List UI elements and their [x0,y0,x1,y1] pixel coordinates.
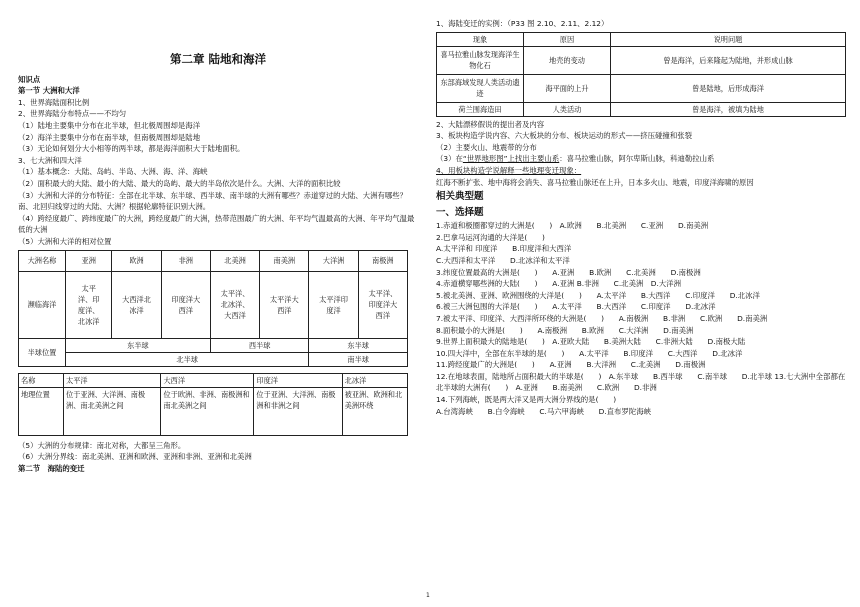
question-line: A.台湾海峡 B.白令海峡 C.马六甲海峡 D.直布罗陀海峡 [436,406,652,416]
question-line: 4.赤道横穿哪些洲的大陆( ) A.亚洲 B.非洲 C.北美洲 D.大洋洲 [436,279,681,289]
text-span: ：喜马拉雅山脉，阿尔卑斯山脉，科迪勒拉山系 [559,154,715,164]
land-sea-change-table [436,32,846,117]
table-header-cell: 说明问题 [611,32,846,46]
table-cell: 曾是海洋，后来隆起为陆地，并形成山脉 [611,46,846,74]
question-line: 5.被北美洲、亚洲、欧洲围绕的大洋是( ) A.太平洋 B.大西洋 C.印度洋 D.北冰洋 [436,290,760,300]
table-header-cell: 大西洋 [161,373,254,387]
text-line: （3）无论如何划分大小相等的两半球，都是海洋面积大于陆地面积。 [18,144,245,154]
page-number: 1 [426,592,430,599]
table-header-cell: 非洲 [161,250,210,271]
text-line: （5）大洲和大洋的相对位置 [18,236,112,246]
table-cell: 被亚洲、欧洲和北美洲环绕 [342,387,407,435]
continents-table [18,250,408,367]
table-row-label: 地理位置 [19,387,64,435]
section-heading: 相关典型题 [436,191,484,203]
table-cell: 东部海域发现人类活动遗迹 [437,74,524,102]
text-line [436,153,848,165]
table-cell: 喜马拉雅山脉发现海洋生物化石 [437,46,524,74]
table-cell: 太平洋、印度洋大西洋 [358,271,407,338]
text-span: （3）在 [436,154,463,164]
table-cell: 大西洋北冰洋 [112,271,161,338]
question-line: A.太平洋和 印度洋 B.印度洋和大西洋 [436,244,572,254]
question-line: 12.在地球表面，陆地所占面积最大的半球是( ) A.东半球 B.西半球 C.南半球 D.北半球 13.七大洲中全部都在北半球的大洲有( ) A.亚洲 B.南美洲 C.欧洲 D.非洲 [436,371,846,393]
table-header-cell: 印度洋 [254,373,342,387]
table-header-cell: 欧洲 [112,250,161,271]
table-cell: 海平面的上升 [524,74,611,102]
table-cell: 南半球 [309,352,408,366]
table-cell: 太平洋印度洋 [309,271,358,338]
table-cell: 东半球 [66,338,211,352]
question-line: C.大西洋和太平洋 D.北冰洋和太平洋 [436,255,570,265]
question-line: 14.下列海峡，既是两大洋又是两大洲分界线的是( ) [436,395,617,405]
table-header-cell: 太平洋 [64,373,161,387]
text-line: （2）主要火山、地震带的分布 [436,142,537,152]
question-line: 2.巴拿马运河沟通的大洋是( ) [436,232,545,242]
table-header-cell: 名称 [19,373,64,387]
table-header-cell: 大洋洲 [309,250,358,271]
table-cell: 太平洋、印度洋、北冰洋 [66,271,112,338]
table-cell: 曾是海洋，被填为陆地 [611,102,846,116]
text-span-underlined: “世界地形图”上找出主要山系 [462,154,560,164]
table-cell: 地壳的变动 [524,46,611,74]
question-line: 8.面积最小的大洲是( ) A.南极洲 B.欧洲 C.大洋洲 D.南美洲 [436,325,694,335]
table-cell: 北半球 [66,352,309,366]
text-line: （6）大洲分界线：南北美洲、亚洲和欧洲、亚洲和非洲、亚洲和北美洲 [18,452,252,462]
table-cell: 荷兰围海造田 [437,102,524,116]
table-cell: 位于欧洲、非洲、南极洲和南北美洲之间 [161,387,254,435]
question-line: 3.纬度位置最高的大洲是( ) A.亚洲 B.欧洲 C.北美洲 D.南极洲 [436,267,701,277]
right-column [436,0,848,417]
text-paragraph: （3）大洲和大洋的分布特征：全部在北半球、东半球、西半球、南半球的大洲有哪些？赤道穿过的大陆、大洲有哪些？南、北回归线穿过的大陆、大洲？根据轮廓特征识别大洲。 [18,190,408,212]
table-row-label: 濒临海洋 [19,271,66,338]
question-line: 10.四大洋中，全部在东半球的是( ) A.太平洋 B.印度洋 C.大西洋 D.北冰洋 [436,348,743,358]
text-line: 2、世界海陆分布特点——不均匀 [18,109,127,119]
text-line: 红海不断扩张、地中海将会消失、喜马拉雅山脉还在上升，日本多火山、地震，印度洋海啸的原因 [436,177,754,187]
question-line: 7.被太平洋、印度洋、大西洋所环绕的大洲是( ) A.南极洲 B.非洲 C.欧洲 D.南美洲 [436,313,768,323]
text-paragraph: （4）跨经度最广、跨纬度最广的大洲，跨经度最广的大洲，热带范围最广的大洲、年平均气温最高的大洲、年平均气温最低的大洲 [18,213,415,235]
table-header-cell: 原因 [524,32,611,46]
section-heading: 一、选择题 [436,207,484,219]
section-heading-1: 第一节 大洲和大洋 [18,86,80,96]
table-header-cell: 北冰洋 [342,373,407,387]
text-line: （2）海洋主要集中分布在南半球，但南极周围却是陆地 [18,132,201,142]
table-header-cell: 北美洲 [210,250,259,271]
table-cell: 西半球 [210,338,309,352]
text-paragraph: （2）面积最大的大陆、最小的大陆、最大的岛屿、最大的半岛依次是什么。大洲、大洋的面积比较 [18,178,341,188]
table-header-cell: 南美洲 [260,250,309,271]
question-line: 11.跨经度最广的大洲是( ) A.亚洲 B.大洋洲 C.北美洲 D.南极洲 [436,360,706,370]
text-line: （5）大洲的分布规律：南北对称，大都呈三角形。 [18,440,186,450]
table-header-cell: 南极洲 [358,250,407,271]
table-header-cell: 亚洲 [66,250,112,271]
text-line: （1）陆地主要集中分布在北半球，但北极周围却是海洋 [18,120,201,130]
table-cell: 太平洋大西洋 [260,271,309,338]
text-line: 1、世界海陆面积比例 [18,97,90,107]
table-cell: 位于亚洲、大洋洲、南极洲、南北美洲之间 [64,387,161,435]
question-line: 9.世界上面积最大的陆地是( ) A.亚欧大陆 B.美洲大陆 C.非洲大陆 D.南极大陆 [436,337,746,347]
chapter-title: 第二章 陆地和海洋 [169,52,266,66]
table-caption: 1、海陆变迁的实例：（P33 图 2.10、2.11、2.12） [436,19,609,28]
table-cell: 太平洋、北冰洋、大西洋 [210,271,259,338]
table-cell: 曾是陆地，后形成海洋 [611,74,846,102]
text-line: 4、用板块构造学说解释一些地理变迁现象： [436,165,582,175]
question-line: 6.被三大洲包围的大洋是( ) A.太平洋 B.大西洋 C.印度洋 D.北冰洋 [436,302,716,312]
table-cell: 位于亚洲、大洋洲、南极洲和非洲之间 [254,387,342,435]
text-line: 3、七大洲和四大洋 [18,155,82,165]
table-cell: 印度洋大西洋 [161,271,210,338]
table-row-label: 半球位置 [19,338,66,366]
table-cell: 人类活动 [524,102,611,116]
text-line: 2、大陆漂移假说的提出者及内容 [436,119,545,129]
oceans-table [18,373,408,436]
section-label-knowledge: 知识点 [18,74,41,84]
text-line: 3、板块构造学说内容、六大板块的分布、板块运动的形式——挤压碰撞和张裂 [436,131,692,141]
left-column [18,0,418,474]
section-heading-2: 第二节 海陆的变迁 [18,463,85,473]
table-header-cell: 现象 [437,32,524,46]
question-line: 1.赤道和极圈都穿过的大洲是( ) A.欧洲 B.北美洲 C.亚洲 D.南美洲 [436,221,709,231]
table-header-cell: 大洲名称 [19,250,66,271]
table-cell: 东半球 [309,338,408,352]
text-line: （1）基本概念：大陆、岛屿、半岛、大洲、海、洋、海峡 [18,167,208,177]
